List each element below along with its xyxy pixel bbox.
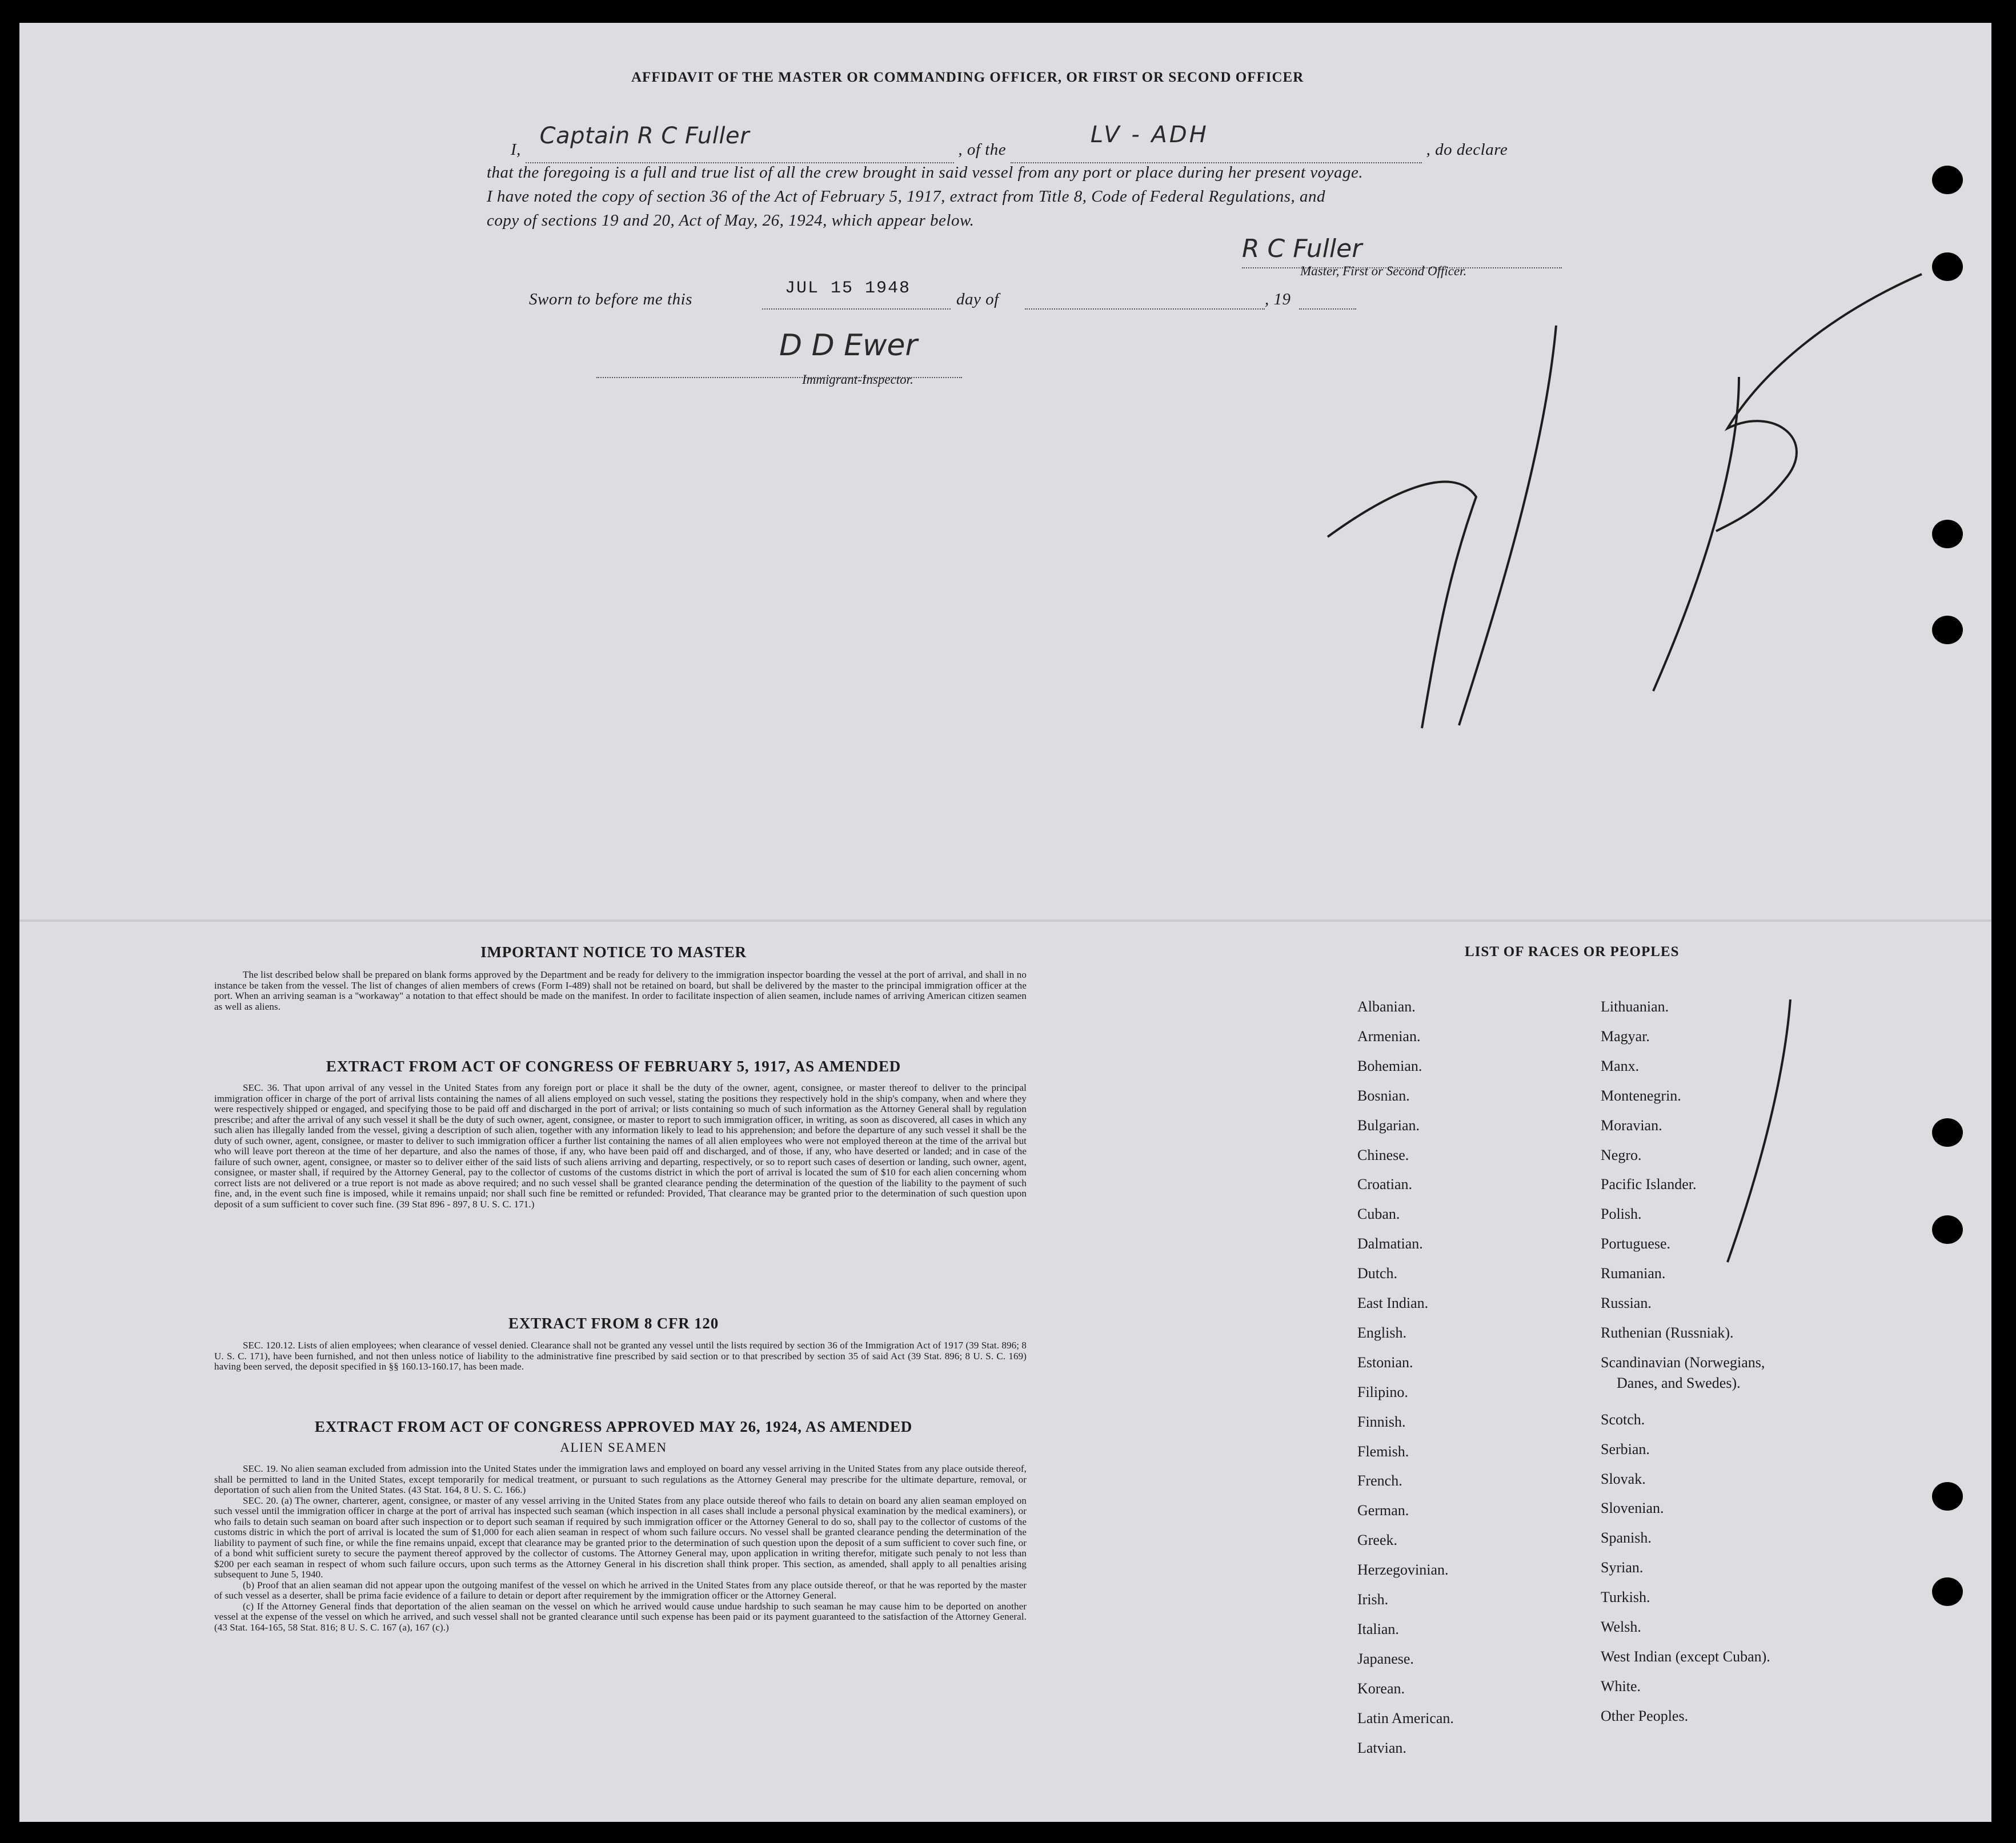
- race-item-right: West Indian (except Cuban).: [1601, 1648, 1770, 1665]
- extract-1917-title: EXTRACT FROM ACT OF CONGRESS OF FEBRUARY 5, 1917, AS AMENDED: [326, 1058, 901, 1075]
- race-item-right: Moravian.: [1601, 1117, 1662, 1134]
- race-item-left: German.: [1357, 1502, 1409, 1519]
- sec-20a-paragraph: SEC. 20. (a) The owner, charterer, agent, consignee, or master of any vessel arriving in the United States from any place outside thereof who fails to detain on board any alien seaman employed on such vessel until the immigration officer in charge at the port of arrival has inspected such seaman (which inspection in all cases shall include a personal physical examination by the medical examiners), or who fails to detain such seaman on board after such inspection or to deport such seaman if required by such immigration officer or the Attorney General to do so, shall pay to the collector of customs of the customs distric in which the port of arrival is located the sum of $1,000 for each alien seaman in respect of whom such failure occurs. No vessel shall be granted clearance pending the determination of the liability to payment of such fine, or while the fine remains unpaid, except that clearance may be granted prior to the determination of such question upon the deposit of a sum sufficient to cover such fine, or of a bond whit sufficient surety to secure the payment thereof approved by the collector of customs. The Attorney General may, upon application in writing therefor, mitigate such penaly to not less than $200 per each seaman in respect of whom such failure occurs, upon such terms as the Attorney General in his discretion shall think proper. This section, as amended, shall apply to all penalties arising subsequent to June 5, 1940.: [214, 1495, 1027, 1580]
- race-item-right: Danes, and Swedes).: [1617, 1374, 1741, 1391]
- sworn-date-line: [762, 308, 951, 310]
- sworn-text: Sworn to before me this: [529, 290, 692, 308]
- race-item-left: Finnish.: [1357, 1413, 1406, 1430]
- year-text: , 19: [1265, 290, 1291, 308]
- race-item-left: French.: [1357, 1472, 1402, 1489]
- binder-hole: [1932, 1577, 1963, 1606]
- races-title: LIST OF RACES OR PEOPLES: [1465, 944, 1680, 959]
- race-item-left: Korean.: [1357, 1680, 1405, 1697]
- race-item-left: Dalmatian.: [1357, 1235, 1423, 1252]
- race-item-right: Montenegrin.: [1601, 1087, 1681, 1104]
- race-item-left: Armenian.: [1357, 1027, 1421, 1045]
- sec-19-paragraph: SEC. 19. No alien seaman excluded from admission into the United States under the immigration laws and employed on board any vessel arriving in the United States from any place outside thereof, shall be permitted to land in the United States, except temporarily for medical treatment, or pursuant to such regulations as the Attorney General may prescribe for the ultimate departure, removal, or deportation of such alien from the United States. (43 Stat. 164, 8 U. S. C. 166.): [214, 1463, 1027, 1495]
- race-item-left: Albanian.: [1357, 998, 1416, 1015]
- race-item-left: English.: [1357, 1324, 1406, 1341]
- extract-1924-title: EXTRACT FROM ACT OF CONGRESS APPROVED MAY 26, 1924, AS AMENDED: [314, 1418, 913, 1435]
- race-item-right: White.: [1601, 1677, 1641, 1695]
- race-item-left: Bohemian.: [1357, 1057, 1422, 1074]
- master-name-handwritten: Captain R C Fuller: [539, 123, 750, 149]
- race-item-left: Greek.: [1357, 1532, 1398, 1549]
- extract-cfr-text: [214, 1340, 1027, 1372]
- extract-cfr-title: EXTRACT FROM 8 CFR 120: [508, 1315, 719, 1332]
- race-item-left: Estonian.: [1357, 1354, 1413, 1371]
- race-item-right: Serbian.: [1601, 1440, 1650, 1457]
- race-item-right: Portuguese.: [1601, 1235, 1671, 1252]
- vessel-handwritten: LV - ADH: [1090, 122, 1209, 148]
- inspector-signature: D D Ewer: [779, 328, 917, 363]
- race-item-left: Cuban.: [1357, 1206, 1400, 1223]
- race-item-left: Irish.: [1357, 1591, 1389, 1608]
- race-item-left: Filipino.: [1357, 1383, 1408, 1400]
- race-item-left: Italian.: [1357, 1620, 1399, 1637]
- do-declare-text: , do declare: [1426, 140, 1508, 159]
- page-fold-line: [19, 920, 1991, 922]
- race-item-right: Lithuanian.: [1601, 998, 1669, 1015]
- race-item-right: Ruthenian (Russniak).: [1601, 1324, 1734, 1341]
- handwritten-check-mark: [1710, 994, 1802, 1268]
- race-item-right: Slovak.: [1601, 1470, 1646, 1487]
- affidavit-line-4: copy of sections 19 and 20, Act of May, 26, 1924, which appear below.: [487, 211, 975, 230]
- race-item-left: Japanese.: [1357, 1650, 1414, 1667]
- race-item-right: Russian.: [1601, 1295, 1652, 1311]
- race-item-right: Other Peoples.: [1601, 1707, 1689, 1724]
- signature-label: Master, First or Second Officer.: [1300, 264, 1467, 278]
- date-stamp: JUL 15 1948: [785, 279, 911, 298]
- inspector-label: Immigrant-Inspector.: [802, 372, 913, 387]
- race-item-left: Bosnian.: [1357, 1087, 1410, 1104]
- handwritten-7-15-mark: [1305, 211, 1962, 782]
- affidavit-i: I,: [511, 140, 521, 159]
- race-item-right: Syrian.: [1601, 1559, 1644, 1576]
- affidavit-line-2: that the foregoing is a full and true list of all the crew brought in said vessel from any port or place during her present voyage.: [487, 163, 1364, 182]
- race-item-right: Negro.: [1601, 1146, 1642, 1163]
- race-item-right: Magyar.: [1601, 1027, 1650, 1045]
- race-item-right: Spanish.: [1601, 1529, 1652, 1547]
- race-item-right: Polish.: [1601, 1206, 1642, 1223]
- race-item-right: Turkish.: [1601, 1589, 1650, 1606]
- of-the-text: , of the: [958, 140, 1007, 159]
- race-item-left: Flemish.: [1357, 1443, 1409, 1460]
- month-line: [1025, 308, 1265, 310]
- race-item-left: Croatian.: [1357, 1176, 1413, 1193]
- race-item-left: Dutch.: [1357, 1265, 1398, 1282]
- race-item-left: Latin American.: [1357, 1709, 1454, 1726]
- master-signature: R C Fuller: [1242, 234, 1362, 263]
- affidavit-line-3: I have noted the copy of section 36 of the Act of February 5, 1917, extract from Title 8, Code of Federal Regulations, and: [487, 187, 1326, 206]
- binder-hole: [1932, 1118, 1963, 1147]
- race-item-right: Rumanian.: [1601, 1265, 1666, 1282]
- extract-cfr-paragraph: SEC. 120.12. Lists of alien employees; when clearance of vessel denied. Clearance shall not be granted any vessel until the lists required by section 36 of the Immigration Act of 1917 (39 Stat. 896; 8 U. S. C. 171), have been furnished, and not then unless notice of liability to the administrative fine prescribed by said section or to that prescribed by section 35 of said Act (39 Stat. 896; 8 U. S. C. 169) having been served, the deposit specified in §§ 160.13-160.17, has been made.: [214, 1340, 1027, 1372]
- race-item-right: Slovenian.: [1601, 1500, 1664, 1517]
- affidavit-title: AFFIDAVIT OF THE MASTER OR COMMANDING OFFICER, OR FIRST OR SECOND OFFICER: [631, 70, 1304, 85]
- binder-hole: [1932, 1482, 1963, 1511]
- sec-20c-paragraph: (c) If the Attorney General finds that deportation of the alien seaman on the vessel on which he arrived would cause undue hardship to such seaman he may cause him to be deported on another vessel at the expense of the vessel on which he arrived, and such vessel shall not be granted clearance until such expense has been paid or its payment guaranteed to the satisfaction of the Attorney General. (43 Stat. 164-165, 58 Stat. 816; 8 U. S. C. 167 (a), 167 (c).): [214, 1600, 1027, 1633]
- race-item-right: Scotch.: [1601, 1411, 1645, 1428]
- notice-text: [214, 970, 1027, 1012]
- race-item-left: Latvian.: [1357, 1739, 1406, 1756]
- day-of-text: day of: [956, 290, 999, 308]
- race-item-right: Pacific Islander.: [1601, 1176, 1697, 1193]
- notice-paragraph: The list described below shall be prepared on blank forms approved by the Department and be ready for delivery to the immigration inspector boarding the vessel at the port of arrival, and shall in no instance be taken from the vessel. The list of changes of alien members of crews (Form I-489) shall not be retained on board, but shall be delivered by the master to the principal immigration officer at the port. When an arriving seaman is a ''workaway'' a notation to that effect should be made on the manifest. In order to facilitate inspection of alien seamen, include names of arriving American citizen seamen as well as aliens.: [214, 969, 1027, 1012]
- binder-hole: [1932, 166, 1963, 194]
- race-item-left: Bulgarian.: [1357, 1117, 1420, 1134]
- binder-hole: [1932, 1215, 1963, 1244]
- extract-1924-text: [214, 1464, 1027, 1633]
- document-page: [19, 23, 1991, 1822]
- notice-title: IMPORTANT NOTICE TO MASTER: [480, 943, 747, 961]
- extract-1917-text: [214, 1083, 1027, 1210]
- race-item-right: Scandinavian (Norwegians,: [1601, 1354, 1765, 1371]
- race-item-right: Welsh.: [1601, 1619, 1641, 1635]
- sec-20b-paragraph: (b) Proof that an alien seaman did not appear upon the outgoing manifest of the vessel on which he arrived in the United States from any place outside thereof, or that he was reported by the master of such vessel as a deserter, shall be prima facie evidence of a failure to detain or deport after requirement by the immigration officer or the Attorney General.: [214, 1579, 1027, 1601]
- race-item-right: Manx.: [1601, 1057, 1640, 1074]
- extract-1924-subtitle: ALIEN SEAMEN: [560, 1440, 667, 1455]
- extract-1917-paragraph: SEC. 36. That upon arrival of any vessel in the United States from any foreign port or place it shall be the duty of the owner, agent, consignee, or master thereof to deliver to the principal immigration officer in charge of the port of arrival lists containing the names of all aliens employed on such vessel, stating the positions they respectively hold in the ship's company, when and where they were respectively shipped or engaged, and specifying those to be paid off and discharged in the port of arrival; or lists containing so much of such information as the Attorney General shall by regulation prescribe; and after the arrival of any such vessel it shall be the duty of such owner, agent, consignee, or master to report to such immigration officer, in writing, as soon as discovered, all cases in which any such alien has illegally landed from the vessel, giving a description of such alien, together with any information likely to lead to his apprehension; and before the departure of any such vessel it shall be the duty of such owner, agent, consignee, or master to deliver to such immigration officer a further list containing the names of all alien employees who were not employed thereon at the time of the arrival but who will leave port thereon at the time of her departure, and also the names of those, if any, who have been paid off and discharged, and of those, if any, who have deserted or landed; and in case of the failure of such owner, agent, consignee, or master so to deliver either of the said lists of such aliens arriving and departing, respectively, or so to report such cases of desertion or landing, such owner, agent, consignee, or master shall, if required by the Attorney General, pay to the collector of customs of the customs district in which the port of arrival is located the sum of $10 for each alien concerning whom correct lists are not delivered or a true report is not made as above required; and no such vessel shall be granted clearance pending the determination of the question of the liability to the payment of such fine, and, in the event such fine is imposed, while it remains unpaid; nor shall such fine be remitted or refunded: Provided, That clearance may be granted prior to the determination of such question upon deposit of a sum sufficient to cover such fine. (39 Stat 896 - 897, 8 U. S. C. 171.): [214, 1082, 1027, 1210]
- race-item-left: Herzegovinian.: [1357, 1561, 1449, 1579]
- race-item-left: East Indian.: [1357, 1295, 1429, 1311]
- race-item-left: Chinese.: [1357, 1146, 1409, 1163]
